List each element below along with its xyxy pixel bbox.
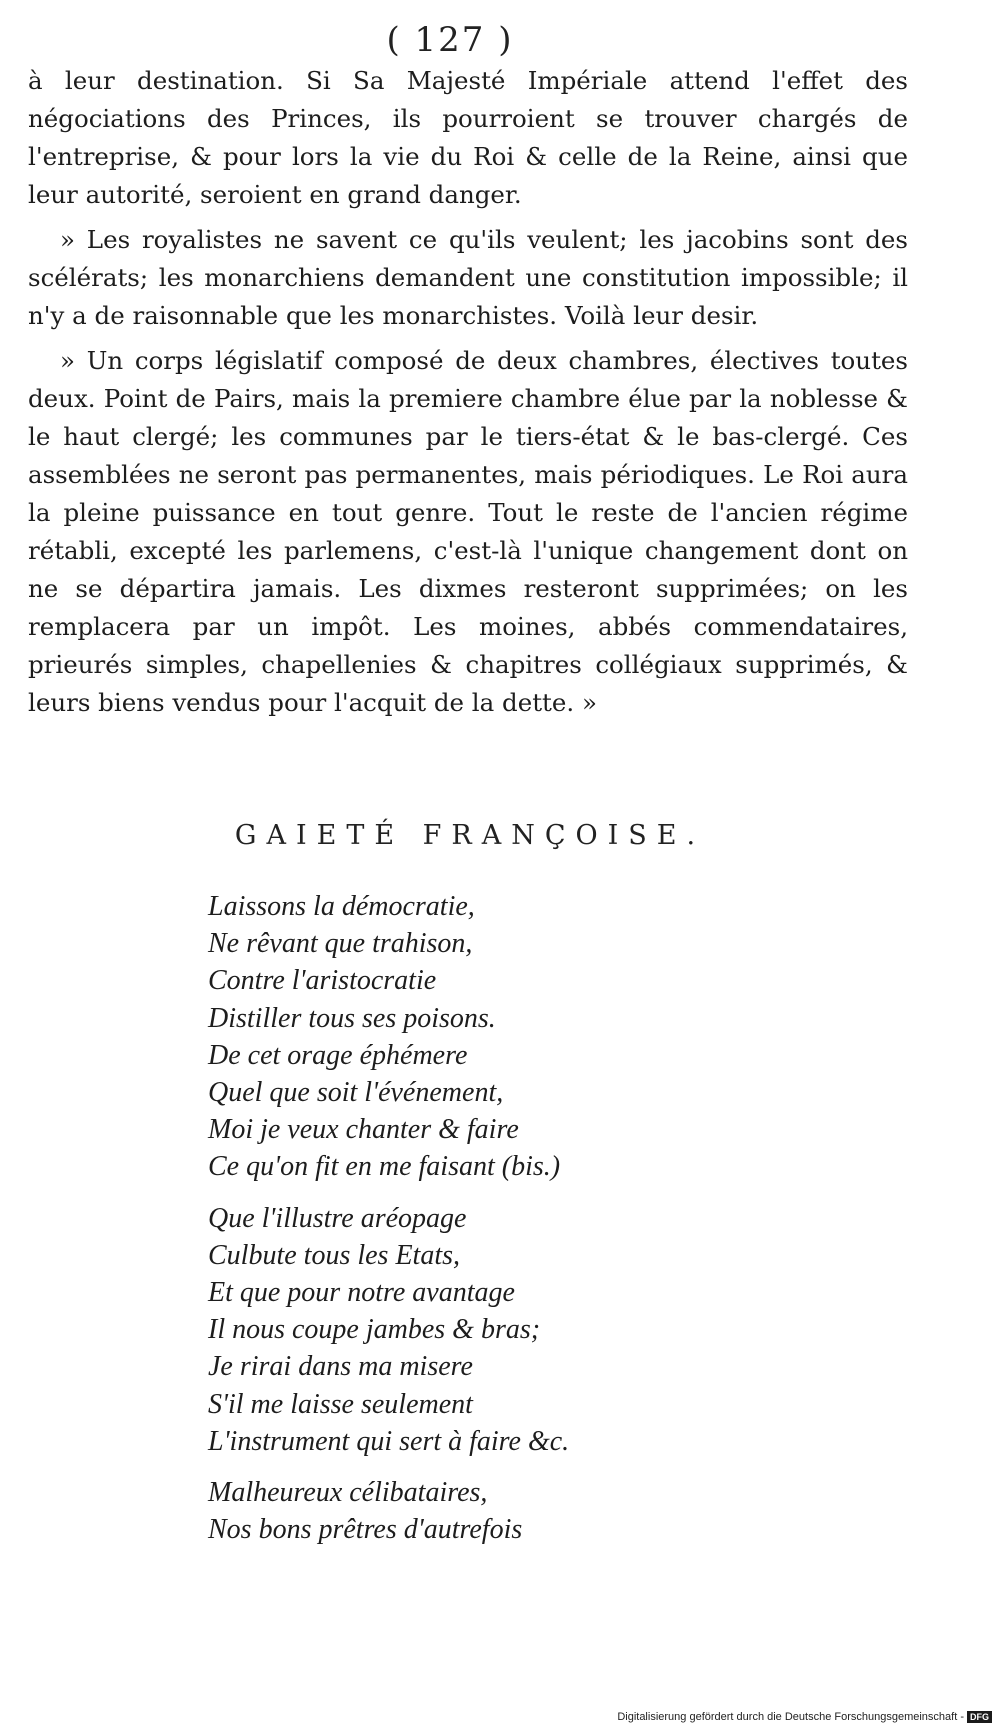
verse-line: Moi je veux chanter & faire [208, 1114, 519, 1146]
verse-line: Ce qu'on fit en me faisant (bis.) [208, 1151, 561, 1183]
verse-line: Contre l'aristocratie [208, 965, 437, 997]
dfg-logo: DFG [967, 1711, 992, 1723]
verse-line: Nos bons prêtres d'autrefois [208, 1514, 523, 1546]
verse-line: Je rirai dans ma misere [208, 1351, 473, 1383]
page-number: ( 127 ) [386, 20, 514, 60]
verse-line: Culbute tous les Etats, [208, 1239, 460, 1271]
digitization-footer [617, 1711, 992, 1723]
verse-line: S'il me laisse seulement [208, 1388, 473, 1420]
footer-text: Digitalisierung gefördert durch die Deutsche Forschungsgemeinschaft - [617, 1711, 964, 1723]
paragraph: » Un corps législatif composé de deux chambres, électives toutes deux. Point de Pairs, mais la premiere chambre élue par la noblesse & le haut clergé; les communes par le tiers-état & le bas-clergé. Ces assemblées ne seront pas permanentes, mais périodiques. Le Roi aura la pleine puissance en tout genre. Tout le reste de l'ancien régime rétabli, excepté les parlemens, c'est-là l'unique changement dont on ne se départira jamais. Les dixmes resteront supprimées; on les remplacera par un impôt. Les moines, abbés commendataires, prieurés simples, chapellenies & chapitres collégiaux supprimés, & leurs biens vendus pour l'acquit de la dette. » [28, 346, 908, 717]
verse-line: Distiller tous ses poisons. [208, 1002, 496, 1034]
verse-line: L'instrument qui sert à faire &c. [208, 1425, 570, 1457]
verse-line: Malheureux célibataires, [208, 1477, 488, 1509]
stanza [208, 888, 828, 1186]
verse-line: De cet orage éphémere [208, 1039, 468, 1071]
poem [208, 888, 828, 1562]
verse-line: Il nous coupe jambes & bras; [208, 1314, 541, 1346]
verse-line: Que l'illustre aréopage [208, 1202, 467, 1234]
verse-line: Quel que soit l'événement, [208, 1077, 504, 1109]
verse-line: Ne rêvant que trahison, [208, 928, 473, 960]
paragraph: » Les royalistes ne savent ce qu'ils veulent; les jacobins sont des scélérats; les monarchiens demandent une constitution impossible; il n'y a de raisonnable que les monarchistes. Voilà leur desir. [28, 225, 908, 330]
paragraph: à leur destination. Si Sa Majesté Impériale attend l'effet des négociations des Princes, ils pourroient se trouver chargés de l'entreprise, & pour lors la vie du Roi & celle de la Reine, ainsi que leur autorité, seroient en grand danger. [28, 66, 908, 209]
section-heading: GAIETÉ FRANÇOISE. [234, 820, 706, 851]
verse-line: Et que pour notre avantage [208, 1277, 515, 1309]
stanza [208, 1200, 828, 1460]
stanza [208, 1474, 828, 1548]
prose-body [28, 62, 908, 729]
verse-line: Laissons la démocratie, [208, 891, 475, 922]
